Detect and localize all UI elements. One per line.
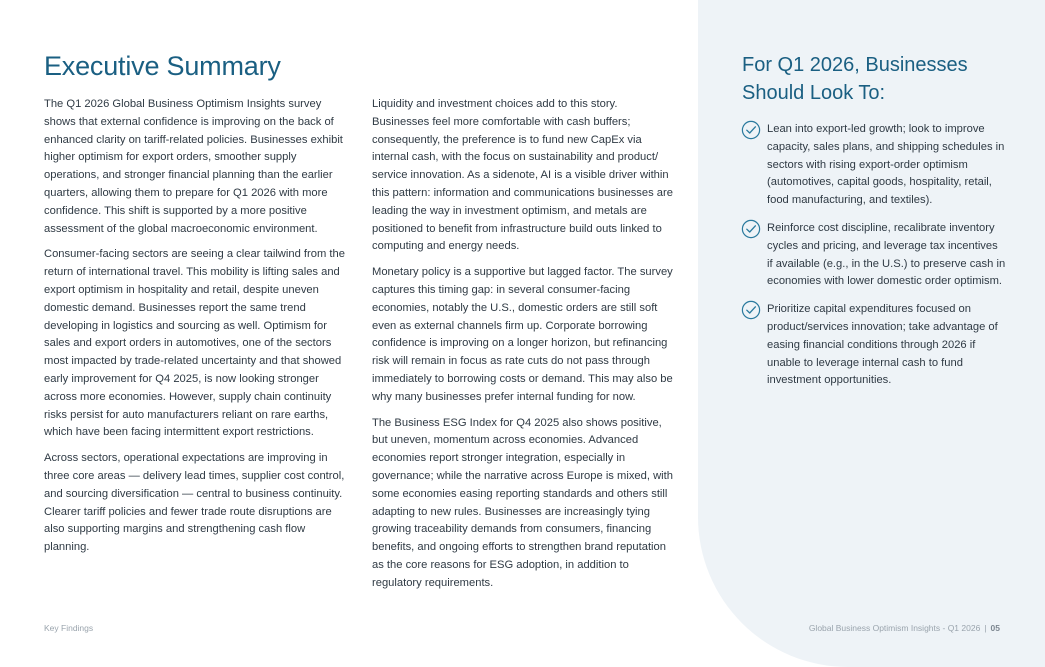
check-circle-icon: [741, 219, 761, 239]
list-item: [741, 121, 1006, 210]
recommendation-text: Prioritize capital expenditures focused on product/services innovation; take advantage of easing financial conditions through 2026 if unable to leverage internal cash to fund investment opportunities.: [767, 303, 998, 387]
check-circle-icon: [741, 300, 761, 320]
check-circle-icon: [741, 120, 761, 140]
footer-publication: [809, 623, 1000, 633]
paragraph: The Q1 2026 Global Business Optimism Insights survey shows that external confidence is improving on the back of enhanced clarity on tariff-related policies. Businesses exhibit higher optimism for export orders, smoother supply operations, and stronger financial planning than the earlier quarters, allowing them to prepare for Q1 2026 with more confidence. This shift is supported by a more positive assessment of the global macroeconomic environment.: [44, 98, 343, 235]
sidebar-title: For Q1 2026, Businesses Should Look To:: [742, 54, 968, 104]
recommendation-list: [741, 121, 1006, 400]
recommendation-text: Reinforce cost discipline, recalibrate inventory cycles and pricing, and leverage tax incentives if available (e.g., in the U.S.) to preserve cash in economies with lower domestic order optimism.: [767, 221, 1006, 288]
middle-column: [372, 96, 676, 601]
paragraph: The Business ESG Index for Q4 2025 also shows positive, but uneven, momentum across economies. Advanced economies report stronger integration, especially in governance; while the narrative across Europe is mixed, with some economies easing reporting standards and others still adapting to new rules. Businesses are increasingly tying growing traceability demands from consumers, financing benefits, and ongoing efforts to strengthen brand reputation as the core reasons for ESG adoption, in addition to regulatory requirements.: [372, 416, 673, 589]
page-number: 05: [990, 623, 1000, 633]
list-item: [741, 220, 1006, 291]
list-item: [741, 301, 1006, 390]
footer-separator: |: [984, 623, 987, 633]
page-title: Executive Summary: [44, 51, 281, 81]
paragraph: Consumer-facing sectors are seeing a clear tailwind from the return of international travel. This mobility is lifting sales and export optimism in hospitality and retail, despite uneven domestic demand. Businesses report the same trend developing in logistics and sourcing as well. Optimism for sales and export orders in automotives, one of the sectors most impacted by trade-related uncertainty and that showed early improvement for Q4 2025, is now looking stronger across more economies. However, supply chain continuity risks persist for auto manufacturers reliant on rare earths, which have been facing intermittent export restrictions.: [44, 248, 345, 439]
recommendation-text: Lean into export-led growth; look to improve capacity, sales plans, and shipping schedules in sectors with rising export-order optimism (automotives, capital goods, hospitality, retail, food manufacturing, and textiles).: [767, 123, 1005, 207]
publication-title: Global Business Optimism Insights - Q1 2026: [808, 623, 981, 633]
paragraph: Across sectors, operational expectations are improving in three core areas — delivery lead times, supplier cost control, and sourcing diversification — central to business continuity. Clearer tariff policies and fewer trade route disruptions are also supporting margins and strengthening cash flow planning.: [44, 452, 345, 554]
left-column: [44, 96, 348, 565]
footer-section-label: Key Findings: [44, 623, 94, 633]
paragraph: Liquidity and investment choices add to this story. Businesses feel more comfortable with cash buffers; consequently, the preference is to fund new CapEx via internal cash, with the focus on sustainability and product/ service innovation. As a sidenote, AI is a visible driver within this pattern: information and communications businesses are leading the way in investment optimism, and metals are positioned to benefit from infrastructure build outs linked to computing and energy needs.: [372, 98, 673, 253]
paragraph: Monetary policy is a supportive but lagged factor. The survey captures this timing gap: in several consumer-facing economies, notably the U.S., domestic orders are still soft even as external channels firm up. Corporate borrowing confidence is improving on a longer horizon, but refinancing risk will remain in focus as rate cuts do not pass through immediately to borrowing costs or demand. This may also be why many businesses prefer internal funding for now.: [372, 266, 673, 403]
